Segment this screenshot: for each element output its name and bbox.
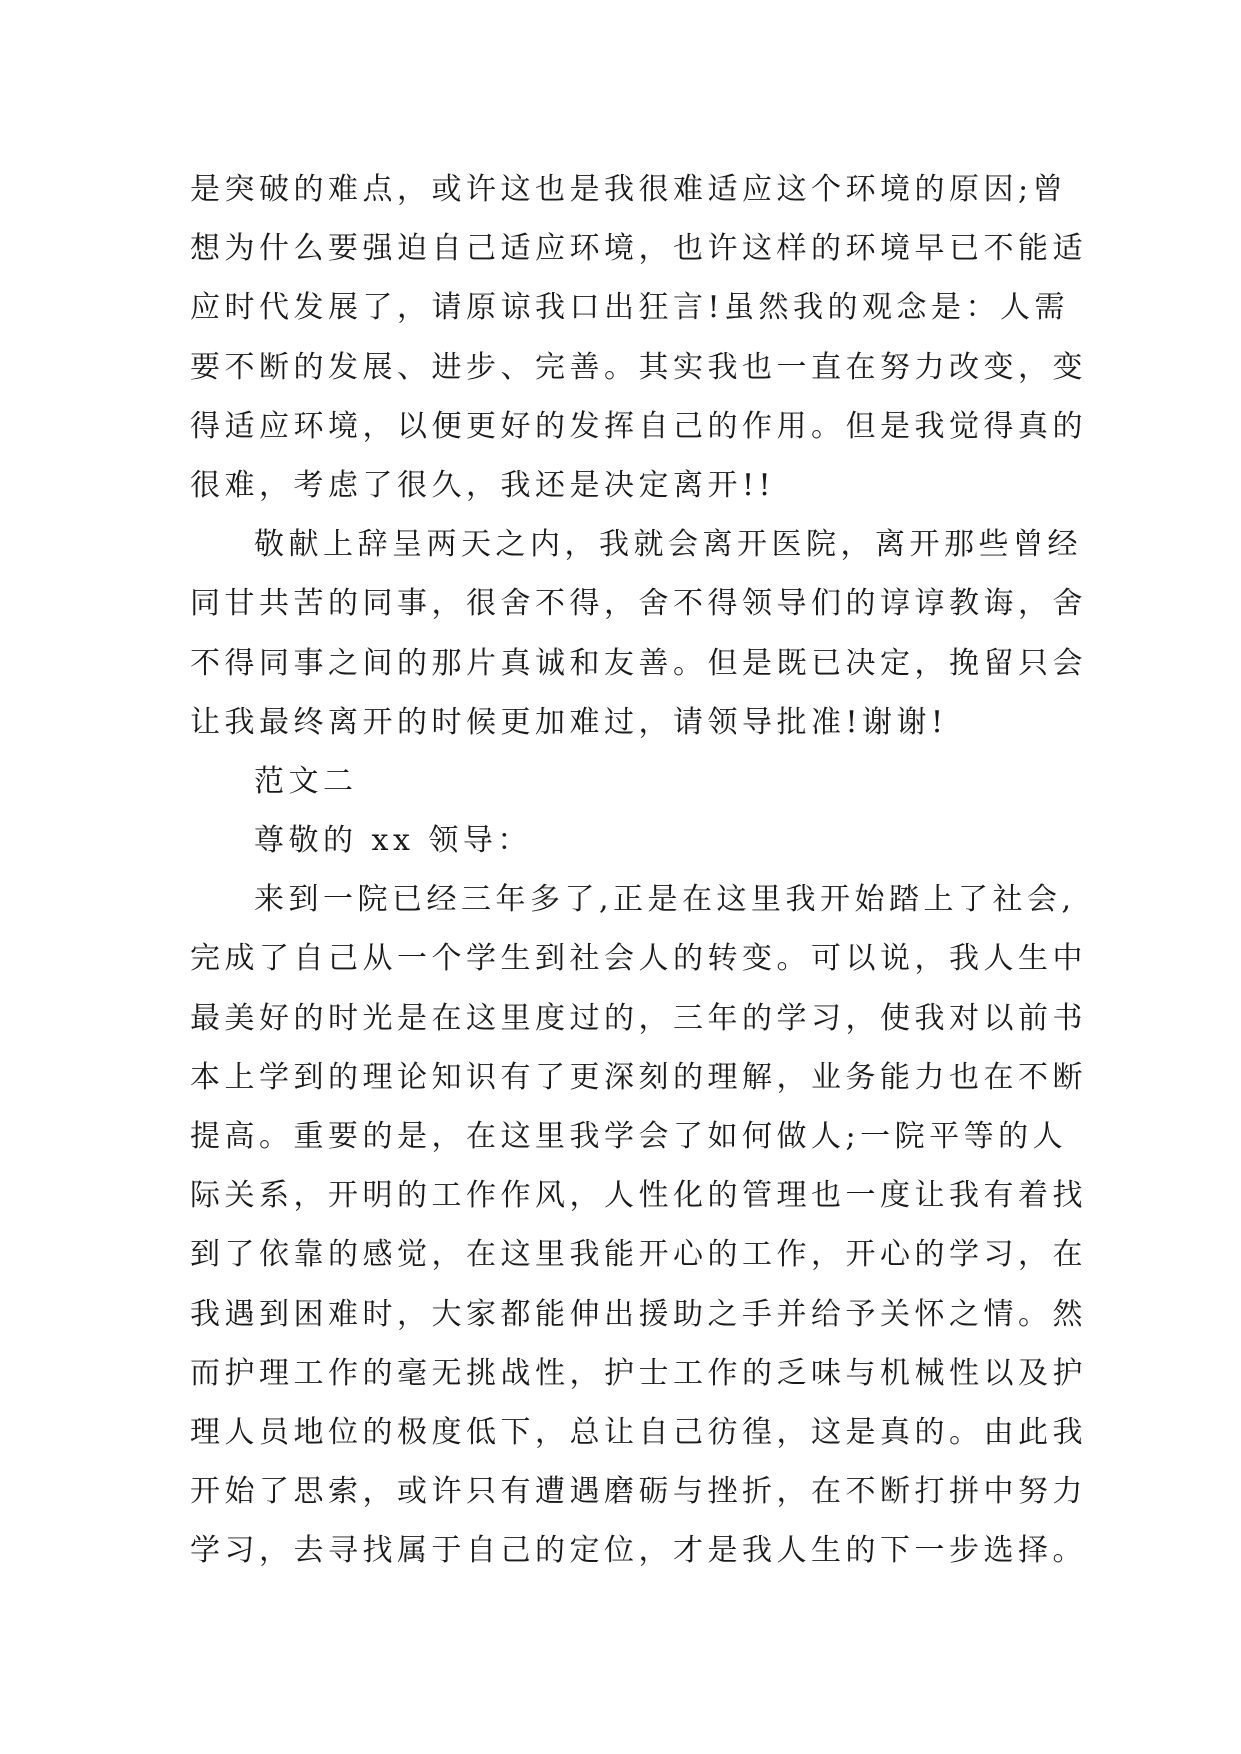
paragraph-start-line: 敬献上辞呈两天之内，我就会离开医院，离开那些曾经 [254,527,1082,563]
text-line: 际关系，开明的工作作风，人性化的管理也一度让我有着找 [190,1178,1087,1214]
text-line: 应时代发展了，请原谅我口出狂言!虽然我的观念是：人需 [190,290,1070,326]
paragraph-start-line: 来到一院已经三年多了,正是在这里我开始踏上了社会, [254,882,1076,918]
text-line: 很难，考虑了很久，我还是决定离开!! [190,467,776,503]
text-line: 同甘共苦的同事，很舍不得，舍不得领导们的谆谆教诲，舍 [190,586,1087,622]
text-line: 而护理工作的毫无挑战性，护士工作的乏味与机械性以及护 [190,1355,1087,1391]
text-line: 我遇到困难时，大家都能伸出援助之手并给予关怀之情。然 [190,1296,1087,1332]
text-line: 最美好的时光是在这里度过的，三年的学习，使我对以前书 [190,1000,1087,1036]
text-line: 要不断的发展、进步、完善。其实我也一直在努力改变，变 [190,349,1087,385]
document-body [190,160,1087,1581]
text-line: 提高。重要的是，在这里我学会了如何做人;一院平等的人 [190,1119,1068,1154]
section-heading: 范文二 [254,763,358,799]
text-line: 不得同事之间的那片真诚和友善。但是既已决定，挽留只会 [190,645,1087,681]
text-line: 学习，去寻找属于自己的定位，才是我人生的下一步选择。 [190,1533,1087,1569]
text-line: 得适应环境，以便更好的发挥自己的作用。但是我觉得真的 [190,408,1087,444]
text-line: 是突破的难点，或许这也是我很难适应这个环境的原因;曾 [190,172,1068,207]
text-line: 理人员地位的极度低下，总让自己彷徨，这是真的。由此我 [190,1414,1087,1450]
text-line: 让我最终离开的时候更加难过，请领导批准!谢谢! [190,704,948,740]
text-line: 到了依靠的感觉，在这里我能开心的工作，开心的学习，在 [190,1237,1087,1273]
text-line: 完成了自己从一个学生到社会人的转变。可以说，我人生中 [190,941,1087,977]
salutation: 尊敬的 xx 领导： [254,823,532,859]
text-line: 开始了思索，或许只有遭遇磨砺与挫折，在不断打拼中努力 [190,1474,1087,1510]
text-line: 本上学到的理论知识有了更深刻的理解，业务能力也在不断 [190,1059,1087,1095]
text-line: 想为什么要强迫自己适应环境，也许这样的环境早已不能适 [190,231,1087,267]
